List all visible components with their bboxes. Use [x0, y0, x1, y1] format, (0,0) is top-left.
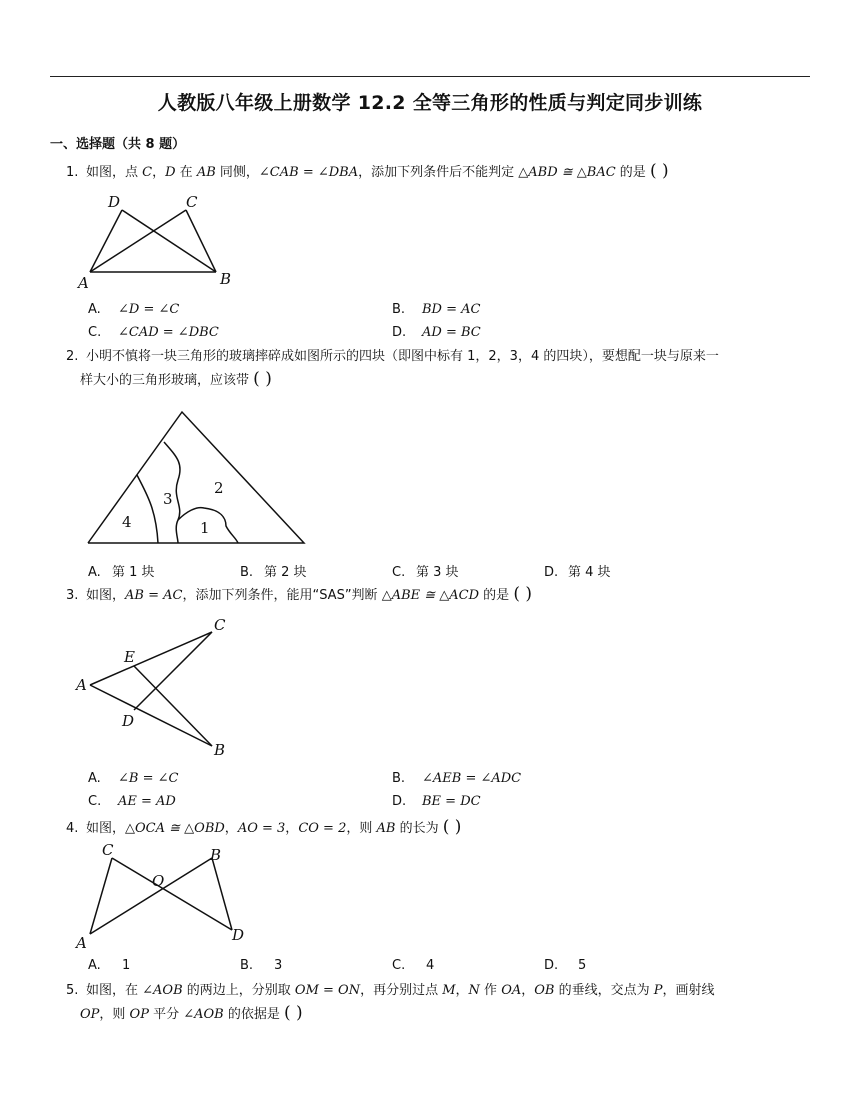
point-label-E: E [124, 648, 135, 666]
question-1: 1. 如图，点 C，D 在 AB 同侧，∠CAB = ∠DBA，添加下列条件后不能判定 △ABD ≅ △BAC 的是 ( ) [66, 160, 669, 184]
segment-AC [90, 210, 186, 272]
point-label-C: C [186, 193, 198, 211]
segment-DC [134, 632, 212, 710]
question-number: 1. [66, 165, 79, 180]
option-2B[interactable]: B. 第 2 块 [240, 565, 307, 580]
triangle-outline [88, 412, 304, 543]
question-3: 3. 如图，AB = AC，添加下列条件，能用“SAS”判断 △ABE ≅ △ACD 的是 ( ) [66, 583, 532, 607]
option-1D[interactable]: D. AD = BC [392, 325, 481, 340]
segment-EB [134, 666, 212, 746]
question-4: 4. 如图，△OCA ≅ △OBD，AO = 3，CO = 2，则 AB 的长为 ( ) [66, 816, 461, 840]
answer-blank[interactable]: ( ) [253, 369, 272, 389]
option-1B[interactable]: B. BD = AC [392, 302, 481, 317]
figure-q3 [74, 612, 244, 762]
figure-q2 [86, 408, 308, 548]
option-3B[interactable]: B. ∠AEB = ∠ADC [392, 771, 522, 786]
piece-label-3: 3 [163, 490, 173, 508]
option-4D[interactable]: D. 5 [544, 958, 587, 973]
answer-blank[interactable]: ( ) [649, 161, 669, 181]
point-label-C: C [102, 841, 114, 859]
section-heading: 一、选择题（共 8 题） [50, 137, 186, 152]
question-2: 2. 小明不慎将一块三角形的玻璃摔碎成如图所示的四块（即图中标有 1，2，3，4 的四块），要想配一块与原来一 样大小的三角形玻璃，应该带 ( ) [66, 346, 816, 392]
segment-AB [90, 685, 212, 746]
question-number: 2. [66, 349, 79, 364]
question-number: 5. [66, 983, 79, 998]
figure-q1 [74, 190, 244, 290]
top-rule [50, 76, 810, 77]
answer-blank[interactable]: ( ) [442, 817, 462, 837]
point-label-D: D [232, 926, 245, 944]
point-label-C: C [214, 616, 226, 634]
option-4C[interactable]: C. 4 [392, 958, 435, 973]
answer-blank[interactable]: ( ) [513, 584, 532, 604]
point-label-A: A [76, 934, 87, 952]
piece-label-1: 1 [200, 519, 210, 537]
question-number: 3. [66, 588, 79, 603]
point-label-B: B [220, 270, 232, 288]
figure-q4 [74, 840, 254, 950]
option-3C[interactable]: C. AE = AD [88, 794, 176, 809]
page-title: 人教版八年级上册数学 12.2 全等三角形的性质与判定同步训练 [157, 92, 703, 114]
option-4B[interactable]: B. 3 [240, 958, 283, 973]
segment-AC [90, 632, 212, 685]
piece-label-2: 2 [214, 479, 224, 497]
point-label-B: B [214, 741, 226, 759]
piece-label-4: 4 [122, 513, 132, 531]
point-label-B: B [210, 846, 222, 864]
option-2D[interactable]: D. 第 4 块 [544, 565, 611, 580]
segment-CD [112, 858, 232, 930]
point-label-D: D [108, 193, 121, 211]
option-3D[interactable]: D. BE = DC [392, 794, 481, 809]
option-4A[interactable]: A. 1 [88, 958, 131, 973]
option-2C[interactable]: C. 第 3 块 [392, 565, 459, 580]
question-5: 5. 如图，在 ∠AOB 的两边上，分别取 OM = ON，再分别过点 M，N 作 OA，OB 的垂线，交点为 P，画射线 OP，则 OP 平分 ∠AOB 的依据是 ( ) [66, 980, 816, 1026]
crack-1 [137, 475, 158, 543]
point-label-A: A [76, 676, 87, 694]
segment-AD [90, 210, 122, 272]
option-1C[interactable]: C. ∠CAD = ∠DBC [88, 325, 219, 340]
question-number: 4. [66, 821, 79, 836]
answer-blank[interactable]: ( ) [284, 1003, 303, 1023]
point-label-A: A [78, 274, 89, 292]
option-2A[interactable]: A. 第 1 块 [88, 565, 155, 580]
segment-BD [122, 210, 216, 272]
point-label-O: O [152, 872, 165, 890]
option-3A[interactable]: A. ∠B = ∠C [88, 771, 179, 786]
point-label-D: D [122, 712, 135, 730]
option-1A[interactable]: A. ∠D = ∠C [88, 302, 180, 317]
